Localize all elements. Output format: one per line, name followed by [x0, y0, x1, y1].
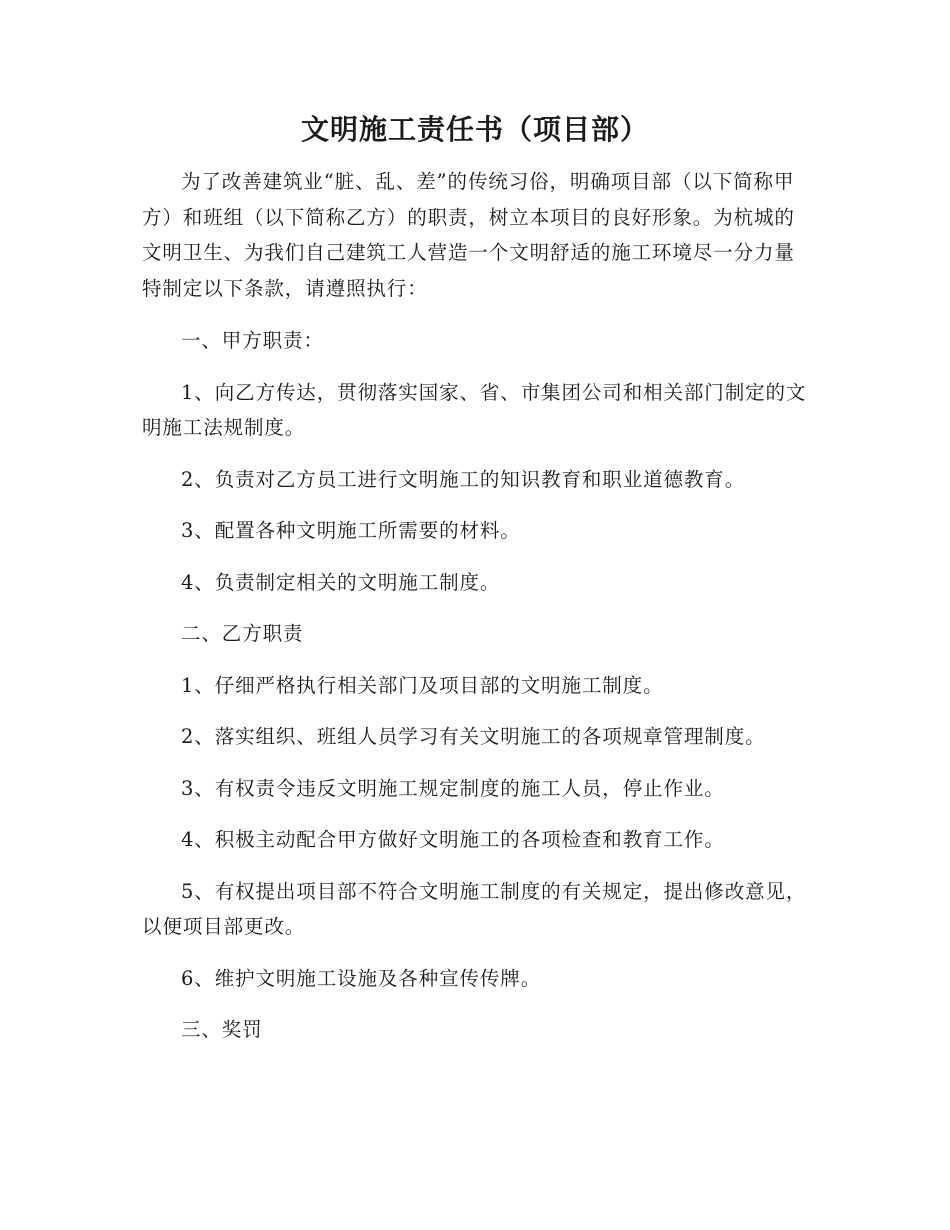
party-a-item-2: 2、负责对乙方员工进行文明施工的知识教育和职业道德教育。 [181, 467, 746, 491]
party-b-item-6: 6、维护文明施工设施及各种宣传传牌。 [181, 966, 542, 990]
document-body [142, 164, 812, 1048]
document-title: 文明施工责任书（项目部） [300, 113, 649, 146]
party-a-item-4: 4、负责制定相关的文明施工制度。 [181, 570, 501, 594]
party-b-item-5: 5、有权提出项目部不符合文明施工制度的有关规定，提出修改意见，以便项目部更改。 [142, 879, 807, 938]
section-heading-rewards-penalties: 三、奖罚 [181, 1018, 263, 1041]
section-heading-party-b: 二、乙方职责 [181, 622, 304, 645]
party-a-item-1: 1、向乙方传达，贯彻落实国家、省、市集团公司和相关部门制定的文明施工法规制度。 [142, 380, 807, 439]
section-heading-party-a: 一、甲方职责： [181, 329, 324, 352]
party-b-item-4: 4、积极主动配合甲方做好文明施工的各项检查和教育工作。 [181, 828, 725, 851]
party-b-item-2: 2、落实组织、班组人员学习有关文明施工的各项规章管理制度。 [181, 725, 766, 748]
party-a-item-3: 3、配置各种文明施工所需要的材料。 [181, 519, 521, 542]
party-b-item-1: 1、仔细严格执行相关部门及项目部的文明施工制度。 [181, 673, 664, 697]
intro-paragraph: 为了改善建筑业“脏、乱、差”的传统习俗，明确项目部（以下简称甲方）和班组（以下简称乙方）的职责，树立本项目的良好形象。为杭城的文明卫生、为我们自己建筑工人营造一个文明舒适的施工环境尽一分力量特制定以下条款，请遵照执行： [142, 170, 795, 300]
party-b-item-3: 3、有权责令违反文明施工规定制度的施工人员，停止作业。 [181, 776, 725, 800]
